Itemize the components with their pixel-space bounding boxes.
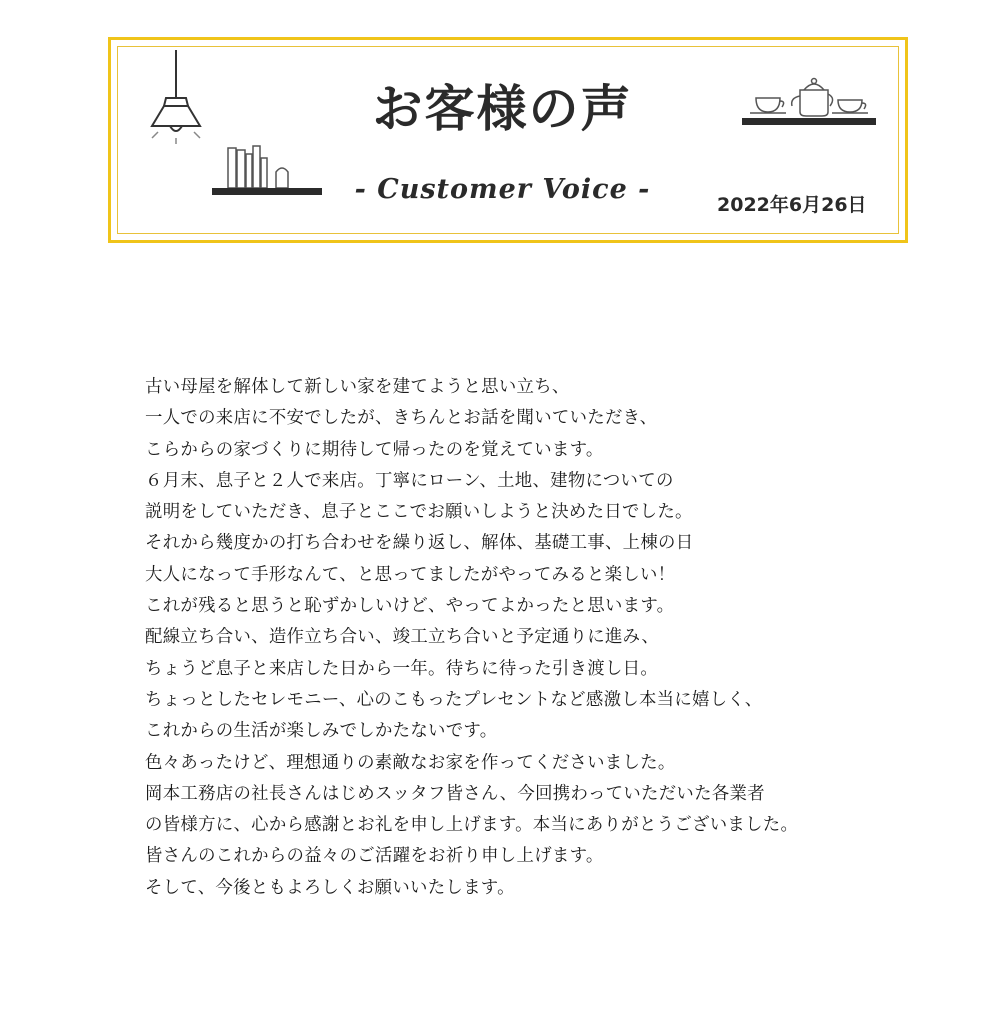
body-line: そして、今後ともよろしくお願いいたします。 — [145, 877, 515, 898]
body-line: 大人になって手形なんて、と思ってましたがやってみると楽しい！ — [145, 564, 676, 585]
body-line: 古い母屋を解体して新しい家を建てようと思い立ち、 — [145, 377, 570, 397]
body-line: 色々あったけど、理想通りの素敵なお家を作ってくださいました。 — [145, 752, 676, 773]
body-line: こらからの家づくりに期待して帰ったのを覚えています。 — [145, 439, 604, 460]
body-line: 説明をしていただき、息子とここでお願いしようと決めた日でした。 — [145, 502, 693, 523]
body-line: の皆様方に、心から感謝とお礼を申し上げます。本当にありがとうございました。 — [145, 815, 799, 836]
body-line: 配線立ち合い、造作立ち合い、竣工立ち合いと予定通りに進み、 — [145, 627, 660, 648]
page-title: お客様の声 — [372, 80, 633, 138]
body-line: ちょっとしたセレモニー、心のこもったプレセントなど感激し本当に嬉しく、 — [145, 689, 763, 710]
body-line: ちょうど息子と来店した日から一年。待ちに待った引き渡し日。 — [145, 658, 659, 679]
body-line: これからの生活が楽しみでしかたないです。 — [145, 721, 498, 742]
page-subtitle: - Customer Voice - — [354, 174, 651, 205]
testimonial-body — [145, 372, 905, 904]
date-label: 2022年6月26日 — [717, 194, 867, 216]
body-line: 皆さんのこれからの益々のご活躍をお祈り申し上げます。 — [145, 846, 604, 867]
body-line: 一人での来店に不安でしたが、きちんとお話を聞いていただき、 — [145, 408, 658, 429]
body-line: これが残ると思うと恥ずかしいけど、やってよかったと思います。 — [145, 596, 675, 617]
body-line: 岡本工務店の社長さんはじめスッタフ皆さん、今回携わっていただいた各業者 — [145, 783, 765, 804]
body-line: ６月末、息子と２人で来店。丁寧にローン、土地、建物についての — [145, 470, 674, 491]
body-line: それから幾度かの打ち合わせを繰り返し、解体、基礎工事、上棟の日 — [145, 533, 694, 554]
